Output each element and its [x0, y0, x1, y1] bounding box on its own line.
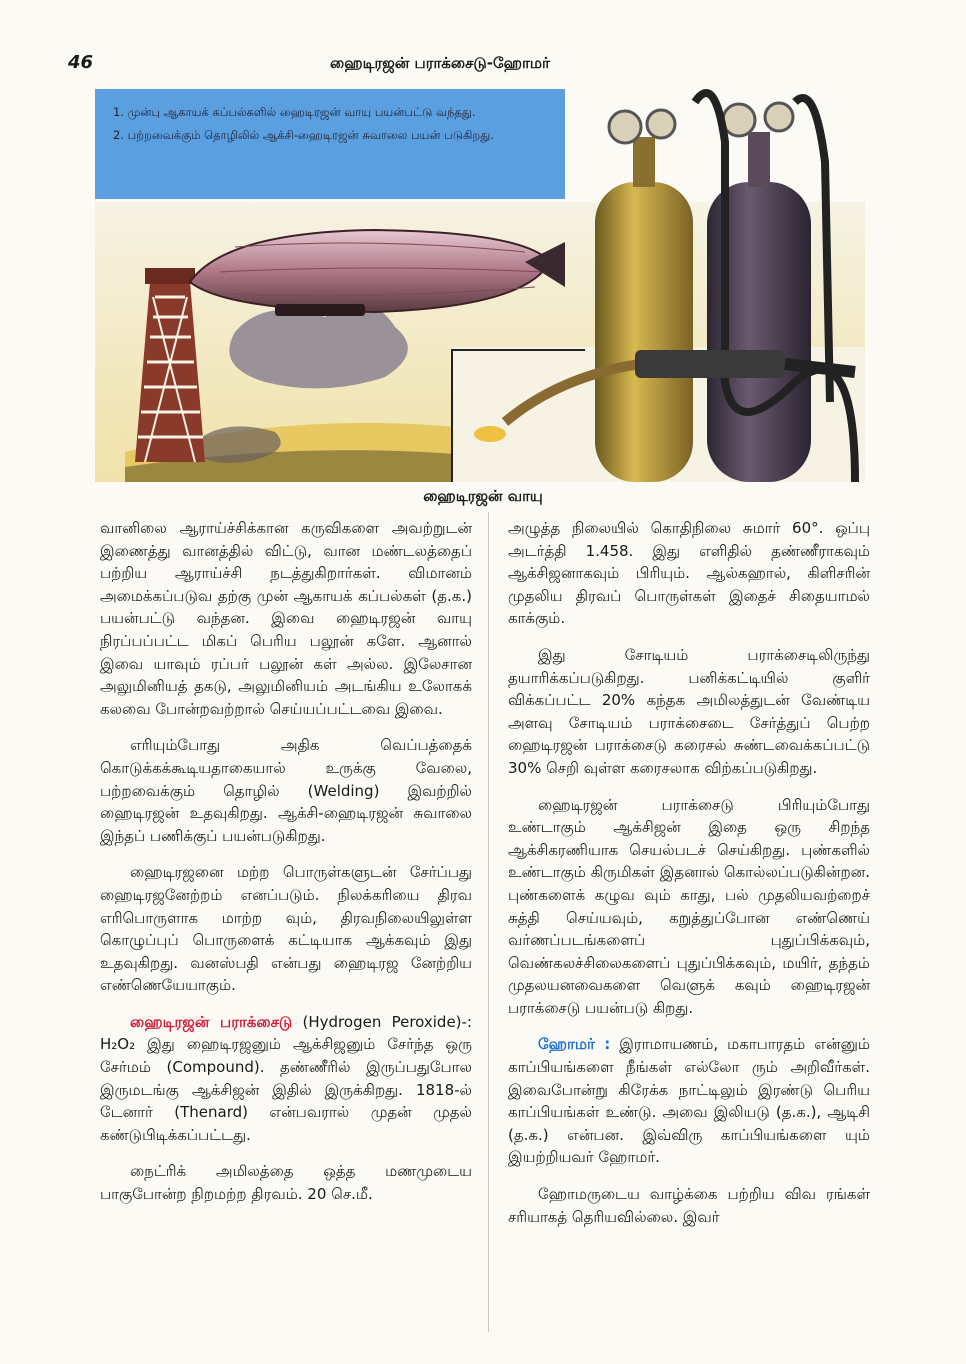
paragraph: நைட்ரிக் அமிலத்தை ஒத்த மணமுடைய பாகுபோன்ற நிறமற்ற திரவம். 20 செ.மீ.: [100, 1162, 472, 1204]
paragraph-text: இராமாயணம், மகாபாரதம் என்னும் காப்பியங்களை நீங்கள் எல்லோ ரும் அறிவீர்கள். இவைபோன்று கிரேக்க நாட்டிலும் இரண்டு பெரிய காப்பியங்கள் உண்டு. அவை இலியடு (த.க.), ஆடிசி (த.க.) என்பன. இவ்விரு காப்பியங்களை யும் இயற்றியவர் ஹோமர்.: [508, 1035, 870, 1167]
page-number: 46: [68, 52, 94, 73]
paragraph: ஹைடிரஜன் பராக்சைடு பிரியும்போது உண்டாகும் ஆக்சிஜன் இதை ஒரு சிறந்த ஆக்சிகரணியாக செயல்படச் செய்கிறது. புண்களில் உண்டாகும் கிருமிகள் இதனால் கொல்லப்படுகின்றன. புண்களைக் கழுவ வும் காது, பல் முதலியவற்றைச் சுத்தி செய்யவும், கறுத்துப்போன எண்ணெய் வர்ணப்படங்களைப் புதுப்பிக்கவும், வெண்கலச்சிலைகளைப் புதுப்பிக்கவும், மயிர், தந்தம் முதலயனவைகளை வெளுக் கவும் ஹைடிரஜன் பராக்சைடு பயன்படு கிறது.: [508, 795, 870, 1017]
paragraph-text: (Hydrogen Peroxide)-: H₂O₂ இது ஹைடிரஜனும் ஆக்சிஜனும் சேர்ந்த ஒரு சேர்மம் (Compound). தண்ணீரில் இருப்பதுபோல இருமடங்கு ஆக்சிஜன் இதில் இருக்கிறது. 1818-ல் டேனார் (Thenard) என்பவரால் முதன் முதல் கண்டுபிடிக்கப்பட்டது.: [100, 1012, 472, 1144]
torch-flame: [474, 426, 506, 442]
section-heading-homer: ஹோமர் :: [538, 1035, 611, 1054]
caption-box: [95, 89, 565, 199]
paragraph: இது சோடியம் பராக்சைடிலிருந்து தயாரிக்கப்படுகிறது. பனிக்கட்டியில் குளிர் விக்கப்பட்ட 20% கந்தக அமிலத்துடன் வேண்டிய அளவு சோடியம் பராக்சைடை சேர்த்துப் பெற்ற ஹைடிரஜன் பராக்சைடு கரைசல் சுண்டவைக்கப்பட்டு 30% செறி வுள்ள கரைசலாக விற்கப்படுகிறது.: [508, 645, 870, 777]
paragraph: ஹைடிரஜனை மற்ற பொருள்களுடன் சேர்ப்பது ஹைடிரஜனேற்றம் எனப்படும். நிலக்கரியை திரவ எரிபொருளாக மாற்ற வும், திரவநிலையிலுள்ள கொழுப்புப் பொருளைக் கட்டியாக ஆக்கவும் இது உதவுகிறது. வனஸ்பதி என்பது ஹைடிரஜ னேற்றிய எண்ணெயேயாகும்.: [100, 863, 472, 995]
paragraph-homer: [508, 1033, 870, 1169]
right-column: [508, 517, 870, 1242]
caption-line-1: 1. முன்பு ஆகாயக் கப்பல்களில் ஹைடிரஜன் வாயு பயன்பட்டு வந்தது.: [113, 105, 476, 119]
section-heading-hydrogen-peroxide: ஹைடிரஜன் பராக்சைடு: [130, 1012, 293, 1031]
airship-gondola: [275, 304, 365, 316]
running-head: ஹைடிரஜன் பராக்சைடு-ஹோமர்: [330, 54, 550, 72]
pressure-regulators: [609, 103, 793, 187]
left-column: [100, 517, 472, 1220]
caption-line-2: 2. பற்றவைக்கும் தொழிலில் ஆக்சி-ஹைடிரஜன் சுவாலை பயன் படுகிறது.: [113, 128, 494, 142]
column-divider: [488, 512, 489, 1332]
smoke-cloud: [229, 304, 408, 388]
gas-cylinder-yellow: [595, 182, 693, 482]
figure-title: ஹைடிரஜன் வாயு: [423, 487, 543, 505]
illustration: [95, 82, 865, 482]
paragraph: வானிலை ஆராய்ச்சிக்கான கருவிகளை அவற்றுடன் இணைத்து வானத்தில் விட்டு, வான மண்டலத்தைப் பற்றிய ஆராய்ச்சி நடத்துகிறார்கள். விமானம் அமைக்கப்படுவ தற்கு முன் ஆகாயக் கப்பல்கள் (த.க.) பயன்பட்டு வந்தன. இவை ஹைடிரஜன் வாயு நிரப்பப்பட்ட மிகப் பெரிய பலூன் களே. ஆனால் இவை யாவும் ரப்பர் பலூன் கள் அல்ல. இலேசான அலுமினியத் தகடு, அலுமினியம் அடங்கிய உலோகக் கலவை போன்றவற்றால் செய்யப்பட்டவை இவை.: [100, 519, 472, 718]
paragraph: ஹோமருடைய வாழ்க்கை பற்றிய விவ ரங்கள் சரியாகத் தெரியவில்லை. இவர்: [508, 1185, 870, 1226]
paragraph-hydrogen-peroxide: [100, 1011, 472, 1147]
paragraph: அழுத்த நிலையில் கொதிநிலை சுமார் 60°. ஒப்பு அடர்த்தி 1.458. இது எளிதில் தண்ணீராகவும் ஆக்சிஜனாகவும் பிரியும். ஆல்கஹால், கிளிசரின் முதலிய திரவப் பொருள்கள் இதைச் சிதையாமல் காக்கும்.: [508, 519, 870, 628]
paragraph: எரியும்போது அதிக வெப்பத்தைக் கொடுக்கக்கூடியதாகையால் உருக்கு வேலை, பற்றவைக்கும் தொழில் (Welding) இவற்றில் ஹைடிரஜன் உதவுகிறது. ஆக்சி-ஹைடிரஜன் சுவாலை இந்தப் பணிக்குப் பயன்படுகிறது.: [100, 736, 472, 845]
